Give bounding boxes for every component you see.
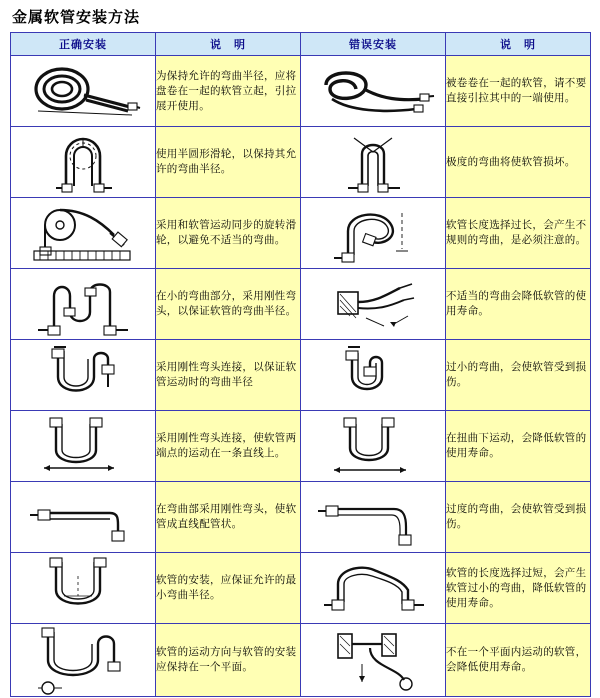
note-text: 极度的弯曲将使软管损坏。 (446, 127, 591, 198)
header-correct-install: 正确安装 (11, 33, 156, 56)
figure-rotating-sheave-with-chain (11, 198, 156, 269)
page-title: 金属软管安装方法 (12, 8, 141, 26)
table-row (11, 624, 591, 697)
note-text: 不适当的弯曲会降低软管的使用寿命。 (446, 269, 591, 340)
note-text: 在扭曲下运动，会降低软管的使用寿命。 (446, 411, 591, 482)
figure-rigid-elbow-u-loop (11, 340, 156, 411)
note-text: 软管的长度选择过短，会产生软管过小的弯曲，降低软管的使用寿命。 (446, 553, 591, 624)
table-row (11, 340, 591, 411)
figure-excessive-bend-straight-run (301, 482, 446, 553)
table-row (11, 198, 591, 269)
table-row (11, 411, 591, 482)
note-text: 使用半圆形滑轮，以保持其允许的弯曲半径。 (156, 127, 301, 198)
header-correct-note: 说 明 (156, 33, 301, 56)
figure-u-hose-minimum-bend-radius (11, 553, 156, 624)
note-text: 采用刚性弯头连接，使软管两端点的运动在一条直线上。 (156, 411, 301, 482)
figure-overlong-hose-irregular-bend (301, 198, 446, 269)
figure-rigid-elbows-straight-line-motion (11, 411, 156, 482)
figure-coiled-hose-pulled-flat (301, 56, 446, 127)
note-text: 在小的弯曲部分，采用刚性弯头，以保证软管的弯曲半径。 (156, 269, 301, 340)
note-text: 过小的弯曲，会使软管受到损伤。 (446, 340, 591, 411)
note-text: 在弯曲部采用刚性弯头，使软管成直线配管状。 (156, 482, 301, 553)
hose-installation-table (10, 32, 591, 697)
note-text: 采用刚性弯头连接，以保证软管运动时的弯曲半径 (156, 340, 301, 411)
table-row (11, 553, 591, 624)
note-text: 软管长度选择过长，会产生不规则的弯曲，是必须注意的。 (446, 198, 591, 269)
figure-coiled-hose-vertical-reel (11, 56, 156, 127)
figure-sharp-bend-no-sheave (301, 127, 446, 198)
header-wrong-install: 错误安装 (301, 33, 446, 56)
figure-semicircular-sheave-guide (11, 127, 156, 198)
note-text: 软管的安装，应保证允许的最小弯曲半径。 (156, 553, 301, 624)
figure-improper-bend-at-fitting (301, 269, 446, 340)
figure-short-hose-tight-bend (301, 553, 446, 624)
header-wrong-note: 说 明 (446, 33, 591, 56)
figure-tight-u-bend (301, 340, 446, 411)
note-text: 过度的弯曲，会使软管受到损伤。 (446, 482, 591, 553)
figure-rigid-elbow-small-bend (11, 269, 156, 340)
note-text: 软管的运动方向与软管的安装应保持在一个平面。 (156, 624, 301, 697)
note-text: 采用和软管运动同步的旋转滑轮，以避免不适当的弯曲。 (156, 198, 301, 269)
note-text: 被卷卷在一起的软管，请不要直接引拉其中的一端使用。 (446, 56, 591, 127)
table-row (11, 269, 591, 340)
figure-motion-out-of-plane (301, 624, 446, 697)
figure-motion-in-same-plane (11, 624, 156, 697)
note-text: 为保持允许的弯曲半径，应将盘卷在一起的软管立起，引拉展开使用。 (156, 56, 301, 127)
table-row (11, 482, 591, 553)
table-header-row (11, 33, 591, 56)
table-row (11, 56, 591, 127)
table-row (11, 127, 591, 198)
figure-torsional-u-bend (301, 411, 446, 482)
figure-elbow-straight-pipe-run (11, 482, 156, 553)
note-text: 不在一个平面内运动的软管，会降低使用寿命。 (446, 624, 591, 697)
